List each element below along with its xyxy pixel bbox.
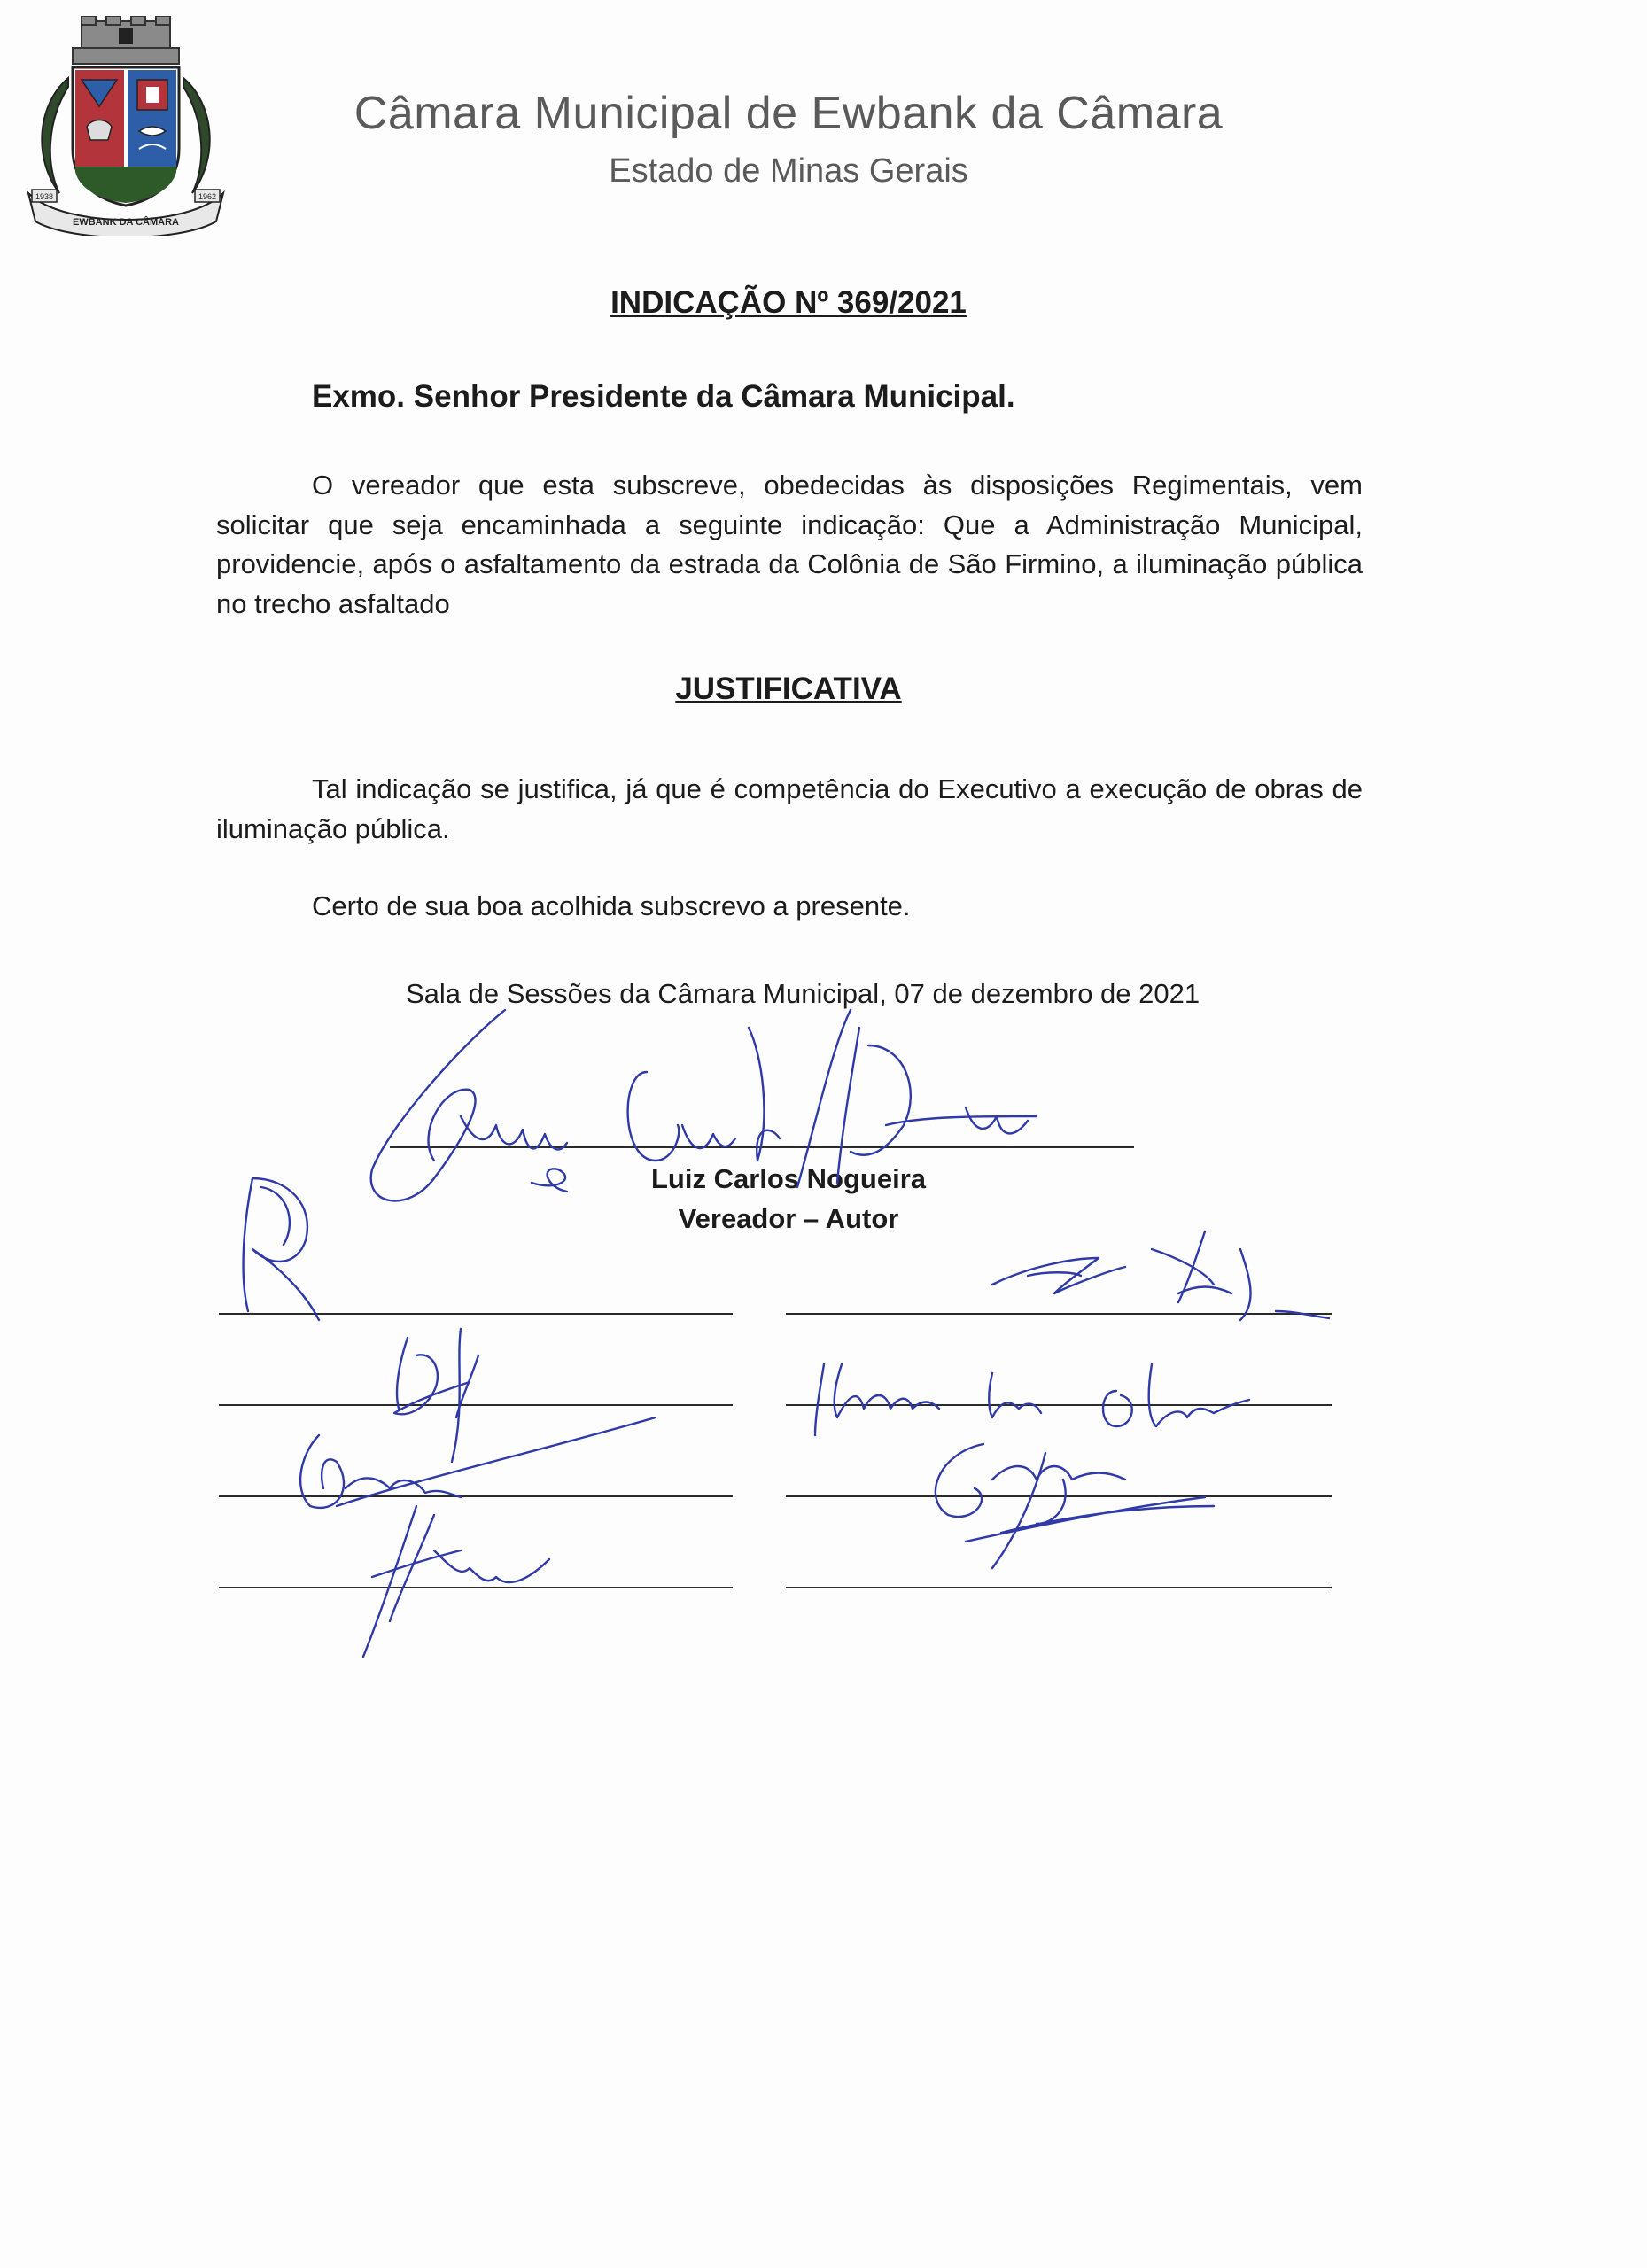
indication-paragraph: O vereador que esta subscreve, obedecidas às disposições Regimentais, vem solicitar que seja encaminhada a seguinte indicação: Que a Administração Municipal, providencie, após o asfaltamento da estrada da Colônia de São Firmino, a iluminação pública no trecho asfaltado: [216, 470, 1363, 619]
chamber-name-heading: Câmara Municipal de Ewbank da Câmara: [353, 88, 1224, 139]
author-name: Luiz Carlos Nogueira: [650, 1163, 927, 1194]
svg-text:EWBANK DA CÂMARA: EWBANK DA CÂMARA: [73, 217, 179, 228]
author-role: Vereador – Autor: [678, 1203, 899, 1234]
signature-lower-right: [913, 1426, 1231, 1577]
svg-text:1962: 1962: [198, 192, 217, 201]
place-and-date: Sala de Sessões da Câmara Municipal, 07 de dezembro de 2021: [406, 978, 1200, 1009]
document-title: INDICAÇÃO Nº 369/2021: [610, 285, 967, 320]
signature-line: [786, 1587, 1332, 1588]
author-signature: [354, 992, 1063, 1223]
svg-text:1938: 1938: [35, 192, 54, 201]
justification-title: JUSTIFICATIVA: [675, 672, 902, 706]
salutation: Exmo. Senhor Presidente da Câmara Municipal.: [312, 379, 1015, 414]
justification-paragraph: Tal indicação se justifica, já que é competência do Executivo a execução de obras de iluminação pública.: [216, 773, 1363, 844]
state-name-subheading: Estado de Minas Gerais: [609, 152, 968, 190]
signature-top-right: [975, 1223, 1347, 1329]
municipal-crest-logo: [19, 16, 232, 236]
signature-lower-left: [284, 1418, 682, 1666]
signature-r: [235, 1169, 332, 1329]
closing-paragraph: Certo de sua boa acolhida subscrevo a presente.: [312, 890, 911, 921]
